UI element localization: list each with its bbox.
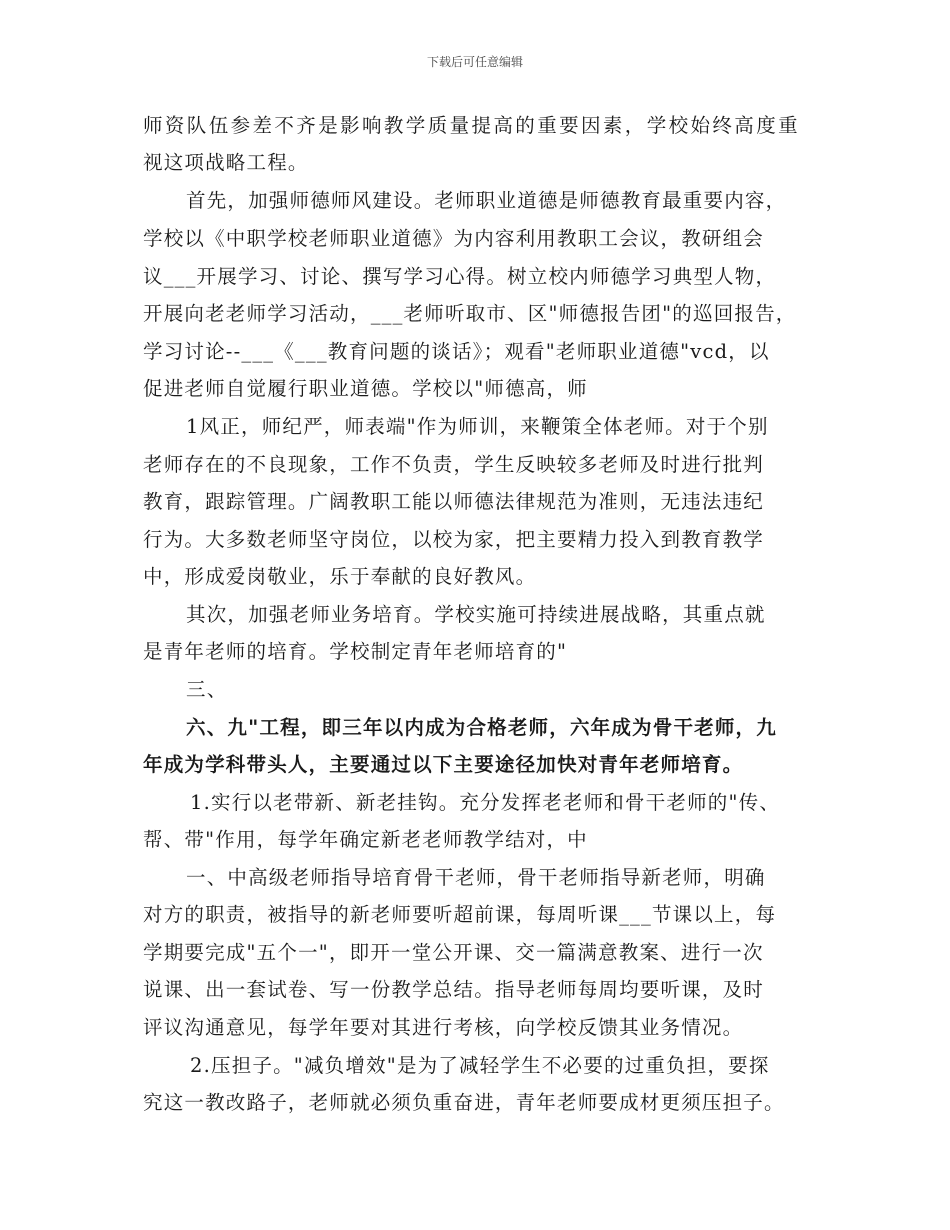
paragraph-line: 帮、带"作用，每学年确定新老老师教学结对，中 xyxy=(143,828,588,851)
paragraph-line: 学校以《中职学校老师职业道德》为内容利用教职工会议，教研组会 xyxy=(143,227,765,250)
paragraph-line: 行为。大多数老师坚守岗位，以校为家，把主要精力投入到教育教学 xyxy=(143,528,765,551)
paragraph-line: 1.实行以老带新、新老挂钩。充分发挥老老师和骨干老师的"传、 xyxy=(190,791,781,814)
paragraph-line: 促进老师自觉履行职业道德。学校以"师德高，师 xyxy=(143,377,588,400)
paragraph-line: 教育，跟踪管理。广阔教职工能以师德法律规范为准则，无违法违纪 xyxy=(143,490,765,513)
paragraph-line: 中，形成爱岗敬业，乐于奉献的良好教风。 xyxy=(143,565,537,588)
paragraph-line: 2.压担子。"减负增效"是为了减轻学生不必要的过重负担，要探 xyxy=(190,1054,770,1077)
paragraph-line: 学习讨论--___《___教育问题的谈话》；观看"老师职业道德"vcd，以 xyxy=(143,340,770,363)
paragraph-line: 三、 xyxy=(186,678,228,701)
paragraph-line: 1风正，师纪严，师表端"作为师训，来鞭策全体老师。对于个别 xyxy=(186,415,769,438)
paragraph-line: 学期要完成"五个一"，即开一堂公开课、交一篇满意教案、进行一次 xyxy=(143,941,764,964)
paragraph-line: 评议沟通意见，每学年要对其进行考核，向学校反馈其业务情况。 xyxy=(143,1016,744,1039)
paragraph-line-bold: 年成为学科带头人，主要通过以下主要途径加快对青年老师培育。 xyxy=(143,753,744,776)
paragraph-line-bold: 六、九"工程，即三年以内成为合格老师，六年成为骨干老师，九 xyxy=(186,716,777,739)
paragraph-line: 一、中高级老师指导培育骨干老师，骨干老师指导新老师，明确 xyxy=(186,866,766,889)
paragraph-line: 首先，加强师德师风建设。老师职业道德是师德教育最重要内容， xyxy=(186,189,787,212)
paragraph-line: 视这项战略工程。 xyxy=(143,151,309,174)
paragraph-line: 说课、出一套试卷、写一份教学总结。指导老师每周均要听课，及时 xyxy=(143,978,765,1001)
page-header: 下载后可任意编辑 xyxy=(426,55,523,69)
paragraph-line: 其次，加强老师业务培育。学校实施可持续进展战略，其重点就 xyxy=(186,603,766,626)
paragraph-line: 对方的职责，被指导的新老师要听超前课，每周听课___节课以上，每 xyxy=(143,903,777,926)
paragraph-line: 老师存在的不良现象，工作不负责，学生反映较多老师及时进行批判 xyxy=(143,453,765,476)
paragraph-line: 开展向老老师学习活动，___老师听取市、区"师德报告团"的巡回报告， xyxy=(143,302,797,325)
paragraph-line: 师资队伍参差不齐是影响教学质量提高的重要因素，学校始终高度重 xyxy=(143,114,801,137)
paragraph-line: 究这一教改路子，老师就必须负重奋进，青年老师要成材更须压担子。 xyxy=(143,1091,785,1114)
paragraph-line: 议___开展学习、讨论、撰写学习心得。树立校内师德学习典型人物， xyxy=(143,265,777,288)
paragraph-line: 是青年老师的培育。学校制定青年老师培育的" xyxy=(143,640,568,663)
